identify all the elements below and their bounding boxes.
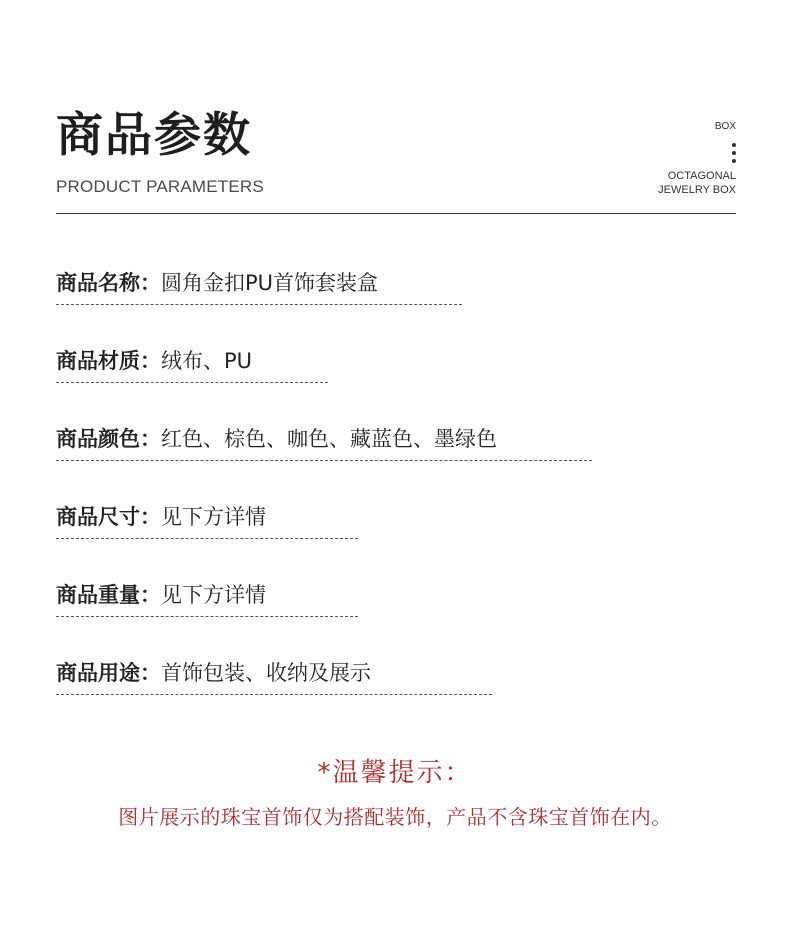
brand-line-1: OCTAGONAL	[667, 170, 736, 182]
param-row-weight	[56, 578, 592, 656]
dashed-underline	[56, 616, 358, 617]
param-row-usage	[56, 656, 592, 734]
param-label: 商品重量：	[56, 583, 161, 607]
param-value: 见下方详情	[161, 583, 266, 607]
param-label: 商品材质：	[56, 349, 161, 373]
dashed-underline	[56, 304, 462, 305]
param-row-color	[56, 422, 592, 500]
brand-line-2: JEWELRY BOX	[658, 184, 736, 196]
notice-title: *温馨提示：	[317, 758, 473, 788]
vertical-dots-icon	[732, 143, 736, 163]
param-text	[56, 266, 592, 300]
brand-box-label: BOX	[714, 121, 736, 132]
param-row-material	[56, 344, 592, 422]
param-value: 见下方详情	[161, 505, 266, 529]
notice-text: 图片展示的珠宝首饰仅为搭配装饰，产品不含珠宝首饰在内。	[118, 805, 672, 829]
page-title: 商品参数	[56, 108, 252, 163]
dashed-underline	[56, 694, 492, 695]
parameter-list	[56, 266, 592, 734]
param-row-name	[56, 266, 592, 344]
param-text	[56, 656, 592, 690]
param-label: 商品用途：	[56, 661, 161, 685]
page-subtitle: PRODUCT PARAMETERS	[56, 177, 264, 196]
param-label: 商品颜色：	[56, 427, 161, 451]
param-value: 首饰包装、收纳及展示	[161, 661, 371, 685]
param-text	[56, 500, 592, 534]
param-text	[56, 578, 592, 612]
param-row-size	[56, 500, 592, 578]
dashed-underline	[56, 538, 358, 539]
dashed-underline	[56, 460, 592, 461]
param-value: 绒布、PU	[161, 349, 253, 373]
header-divider	[56, 213, 736, 214]
dashed-underline	[56, 382, 328, 383]
param-text	[56, 422, 592, 456]
param-text	[56, 344, 592, 378]
param-label: 商品名称：	[56, 271, 161, 295]
brand-mark	[596, 120, 736, 197]
param-label: 商品尺寸：	[56, 505, 161, 529]
param-value: 圆角金扣PU首饰套装盒	[161, 271, 379, 295]
param-value: 红色、棕色、咖色、藏蓝色、墨绿色	[161, 427, 497, 451]
